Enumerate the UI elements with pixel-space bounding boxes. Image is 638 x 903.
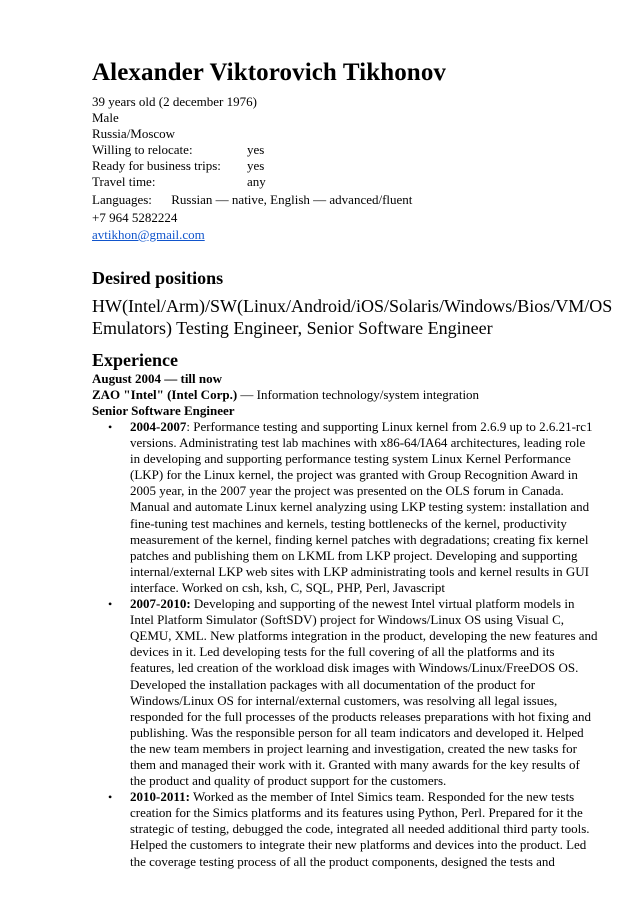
- age: 39 years old (2 december 1976): [92, 94, 257, 109]
- bullet-icon: •: [108, 790, 113, 805]
- experience-list: [92, 419, 598, 870]
- item-text: Worked as the member of Intel Simics team. Responded for the new tests creation for the Simics platforms and its features using Python, Perl. Prepared for it the strategic of testing, debugged the code, integrated all needed additional third party tools. Helped the customers to integrate their new platforms and devices into the product. Led the coverage testing process of all the product components, designed the tests and: [130, 789, 590, 869]
- relocate-value: yes: [247, 142, 265, 157]
- email-link[interactable]: avtikhon@gmail.com: [92, 227, 205, 242]
- languages-label: Languages:: [92, 192, 152, 207]
- languages-row: [92, 191, 598, 208]
- travel-time-label: Travel time:: [92, 174, 156, 189]
- candidate-name: Alexander Viktorovich Tikhonov: [92, 59, 447, 86]
- company-description: — Information technology/system integration: [237, 387, 480, 402]
- location: Russia/Moscow: [92, 126, 176, 141]
- list-item: [108, 596, 598, 789]
- item-years: 2007-2010:: [130, 596, 191, 612]
- business-trips-label: Ready for business trips:: [92, 158, 221, 173]
- business-trips-value: yes: [247, 158, 265, 173]
- phone-number: +7 964 5282224: [92, 210, 178, 225]
- relocate-label: Willing to relocate:: [92, 142, 193, 157]
- item-years: 2004-2007: [130, 419, 187, 434]
- job-period: August 2004 — till now: [92, 371, 223, 386]
- job-role: Senior Software Engineer: [92, 403, 235, 418]
- company-line: [92, 387, 598, 403]
- languages-value: Russian — native, English — advanced/fluent: [171, 192, 413, 207]
- experience-heading: Experience: [92, 350, 178, 370]
- bullet-icon: •: [108, 420, 113, 434]
- travel-time-row: [92, 174, 598, 190]
- business-trips-row: [92, 158, 598, 174]
- gender: Male: [92, 110, 119, 125]
- bullet-icon: •: [108, 597, 113, 612]
- desired-positions-text: HW(Intel/Arm)/SW(Linux/Android/iOS/Solaris/Windows/Bios/VM/OS Emulators) Testing Engineer, Senior Software Engineer: [92, 296, 613, 338]
- travel-time-value: any: [247, 174, 266, 189]
- desired-positions-heading: Desired positions: [92, 268, 224, 288]
- relocate-row: [92, 142, 598, 158]
- item-text: Performance testing and supporting Linux kernel from 2.6.9 up to 2.6.21-rc1 versions. Administrating test lab machines with x86-64/IA64 architectures, leading role in developing and supporting performance testing system Linux Kernel Performance (LKP) for the Linux kernel, the project was granted with Group Recognition Award in 2005 year, in the 2007 year the project was presented on the OLS forum in Canada. Manual and automate Linux kernel analyzing using LKP testing system: installation and fine-tuning test machines and kernels, testing bottlenecks of the kernel, productivity measurement of the kernel, finding kernel patches with degradations; creating fix kernel patches and publishing them on LKML from LKP project. Developing and supporting internal/external LKP web sites with LKP administrating tools and kernel results in GUI interface. Worked on csh, ksh, C, SQL, PHP, Perl, Javascript: [130, 419, 593, 595]
- company-name: ZAO "Intel" (Intel Corp.): [92, 387, 238, 402]
- list-item: [108, 789, 598, 869]
- item-separator: :: [186, 419, 190, 434]
- item-text: Developing and supporting of the newest Intel virtual platform models in Intel Platform Simulator (SoftSDV) project for Windows/Linux OS using Visual C, QEMU, XML. New platforms integration in the product, developing the new features and devices in it. Led developing tests for the full covering of all the platforms and its features, led creation of the workload disk images with Windows/Linux/FreeDOS OS. Developed the installation packages with all documentation of the product for Windows/Linux OS for internal/external customers, was resolving all legal issues, responded for the full processes of the products releases preparations with hot fixing and publishing. Was the responsible person for all team indicators and developed it. Helped the new team members in project learning and investigation, created the new tasks for them and managed their work with it. Granted with many awards for the key results of the product and quality of product support for the customers.: [130, 596, 598, 789]
- list-item: [108, 419, 598, 596]
- item-years: 2010-2011:: [130, 789, 190, 805]
